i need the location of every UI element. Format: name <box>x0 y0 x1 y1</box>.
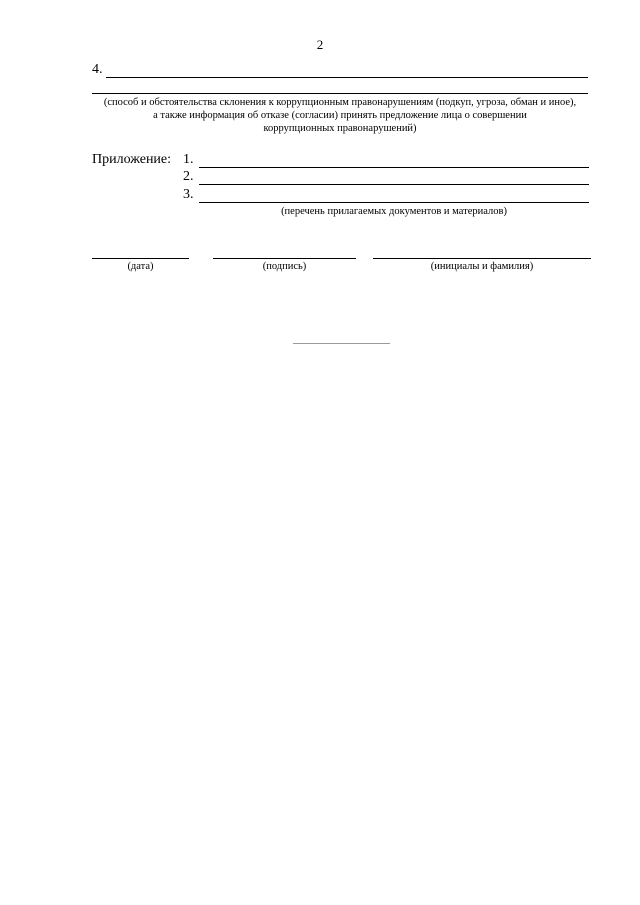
end-separator <box>293 343 390 344</box>
appendix-item-2-number: 2. <box>183 169 194 184</box>
appendix-item-3-number: 3. <box>183 187 194 202</box>
page-number: 2 <box>316 37 324 52</box>
item-4-note <box>80 96 600 135</box>
item-4-note-line-3: коррупционных правонарушений) <box>263 123 417 134</box>
appendix-item-1-number: 1. <box>183 152 194 167</box>
appendix-item-3-line[interactable] <box>199 202 589 203</box>
appendix-item-1-line[interactable] <box>199 167 589 168</box>
date-caption: (дата) <box>127 261 154 272</box>
item-4-note-line-1: (способ и обстоятельства склонения к коррупционным правонарушениям (подкуп, угроза, обман и иное), <box>103 97 577 108</box>
item-4-fill-line-2[interactable] <box>92 93 588 94</box>
appendix-label: Приложение: <box>92 152 172 167</box>
appendix-item-2-line[interactable] <box>199 184 589 185</box>
signature-line[interactable] <box>213 258 356 259</box>
item-4-note-line-2: а также информация об отказе (согласии) принять предложение лица о совершении <box>153 110 527 121</box>
name-line[interactable] <box>373 258 591 259</box>
date-line[interactable] <box>92 258 189 259</box>
name-caption: (инициалы и фамилия) <box>430 261 534 272</box>
signature-caption: (подпись) <box>262 261 307 272</box>
item-4-fill-line[interactable] <box>106 77 588 78</box>
item-4-number: 4. <box>92 62 103 77</box>
appendix-note: (перечень прилагаемых документов и материалов) <box>281 206 507 217</box>
